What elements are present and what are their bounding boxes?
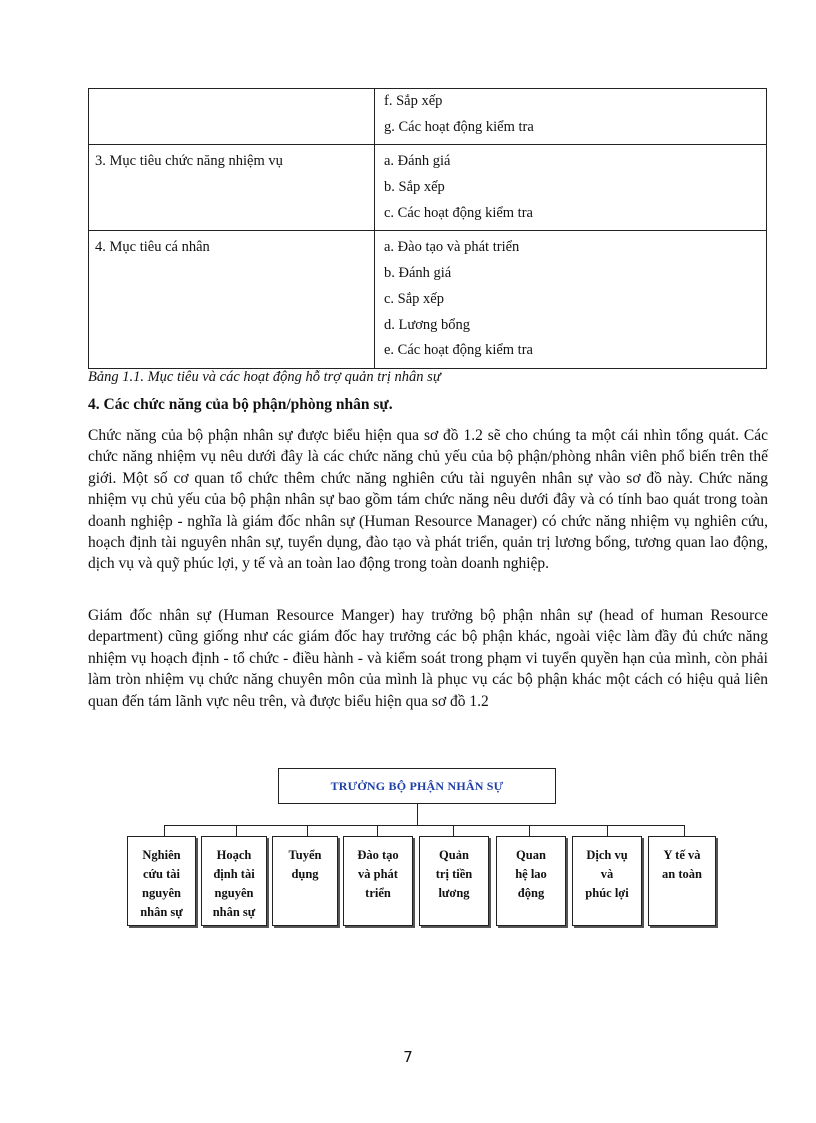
org-chart-box-label: Dịch vụ và phúc lợi <box>585 848 629 900</box>
org-chart-box <box>572 836 642 926</box>
org-chart-title: TRƯỞNG BỘ PHẬN NHÂN SỰ <box>330 778 504 793</box>
paragraph: Chức năng của bộ phận nhân sự được biểu hiện qua sơ đồ 1.2 sẽ cho chúng ta một cái nhìn tổng quát. Các chức năng nhiệm vụ nêu dưới đây là các chức năng chủ yếu của bộ phận/phòng nhân viên phổ biến trên thế giới. Một số cơ quan tổ chức thêm chức năng nghiên cứu tài nguyên nhân sự vào sơ đồ này. Chức năng nhiệm vụ chủ yếu của bộ phận nhân sự bao gồm tám chức năng nêu dưới đây và có tính bao quát trong toàn doanh nghiệp - nghĩa là giám đốc nhân sự (Human Resource Manager) có chức năng nhiệm vụ nghiên cứu, hoạch định tài nguyên nhân sự, tuyển dụng, đào tạo và phát triển, quản trị lương bổng, tương quan lao động, dịch vụ và quỹ phúc lợi, y tế và an toàn lao động trong toàn doanh nghiệp. <box>88 427 768 573</box>
connector-line <box>417 804 418 825</box>
paragraph: Giám đốc nhân sự (Human Resource Manger) hay trưởng bộ phận nhân sự (head of human Resource department) cũng giống như các giám đốc hay trưởng các bộ phận khác, ngoài việc làm đầy đủ chức năng nhiệm vụ hoạch định - tổ chức - điều hành - và kiểm soát trong phạm vi tuyển quyền hạn của mình, còn phải làm tròn nhiệm vụ chức năng chuyên môn của mình là phục vụ các bộ phận khác một cách có hiệu quả liên quan đến tám lãnh vực nêu trên, và được biểu hiện qua sơ đồ 1.2 <box>88 607 768 710</box>
org-chart-box <box>127 836 196 926</box>
activity-item: f. Sắp xếp <box>384 93 443 109</box>
section-heading: 4. Các chức năng của bộ phận/phòng nhân sự. <box>88 396 393 413</box>
connector-line <box>164 825 165 836</box>
activity-item: b. Sắp xếp <box>384 179 445 196</box>
activity-item: c. Sắp xếp <box>384 290 444 307</box>
connector-line <box>607 825 608 836</box>
org-chart-box <box>272 836 338 926</box>
org-chart-box-label: Quan hệ lao động <box>515 848 547 900</box>
org-chart-head-box <box>278 768 556 804</box>
org-chart-box <box>343 836 413 926</box>
connector-line <box>529 825 530 836</box>
org-chart-box-label: Nghiên cứu tài nguyên nhân sự <box>140 848 183 919</box>
org-chart-box <box>419 836 489 926</box>
table-cell-objective: 3. Mục tiêu chức năng nhiệm vụ <box>89 145 375 231</box>
connector-line <box>453 825 454 836</box>
org-chart-box-label: Y tế và an toàn <box>662 848 702 881</box>
org-chart-box <box>201 836 267 926</box>
activity-item: e. Các hoạt động kiểm tra <box>384 342 533 359</box>
org-chart-box <box>648 836 716 926</box>
activity-item: d. Lương bổng <box>384 316 471 333</box>
org-chart-box-label: Hoạch định tài nguyên nhân sự <box>212 848 256 919</box>
table-cell-objective: 4. Mục tiêu cá nhân <box>89 231 375 368</box>
connector-line <box>377 825 378 836</box>
table-caption: Bảng 1.1. Mục tiêu và các hoạt động hỗ trợ quản trị nhân sự <box>88 369 441 385</box>
org-chart-box-label: Tuyển dụng <box>288 848 322 881</box>
page-number: 7 <box>403 1048 413 1066</box>
org-chart-box-label: Quản trị tiền lương <box>435 848 473 900</box>
org-chart-box <box>496 836 566 926</box>
activity-item: a. Đào tạo và phát triển <box>384 239 520 256</box>
connector-line <box>236 825 237 836</box>
activity-item: c. Các hoạt động kiểm tra <box>384 204 533 221</box>
activity-item: b. Đánh giá <box>384 265 452 282</box>
org-chart-box-label: Đào tạo và phát triển <box>357 848 399 900</box>
connector-line <box>307 825 308 836</box>
activity-item: g. Các hoạt động kiểm tra <box>384 118 534 135</box>
activity-item: a. Đánh giá <box>384 153 451 170</box>
connector-line <box>684 825 685 836</box>
